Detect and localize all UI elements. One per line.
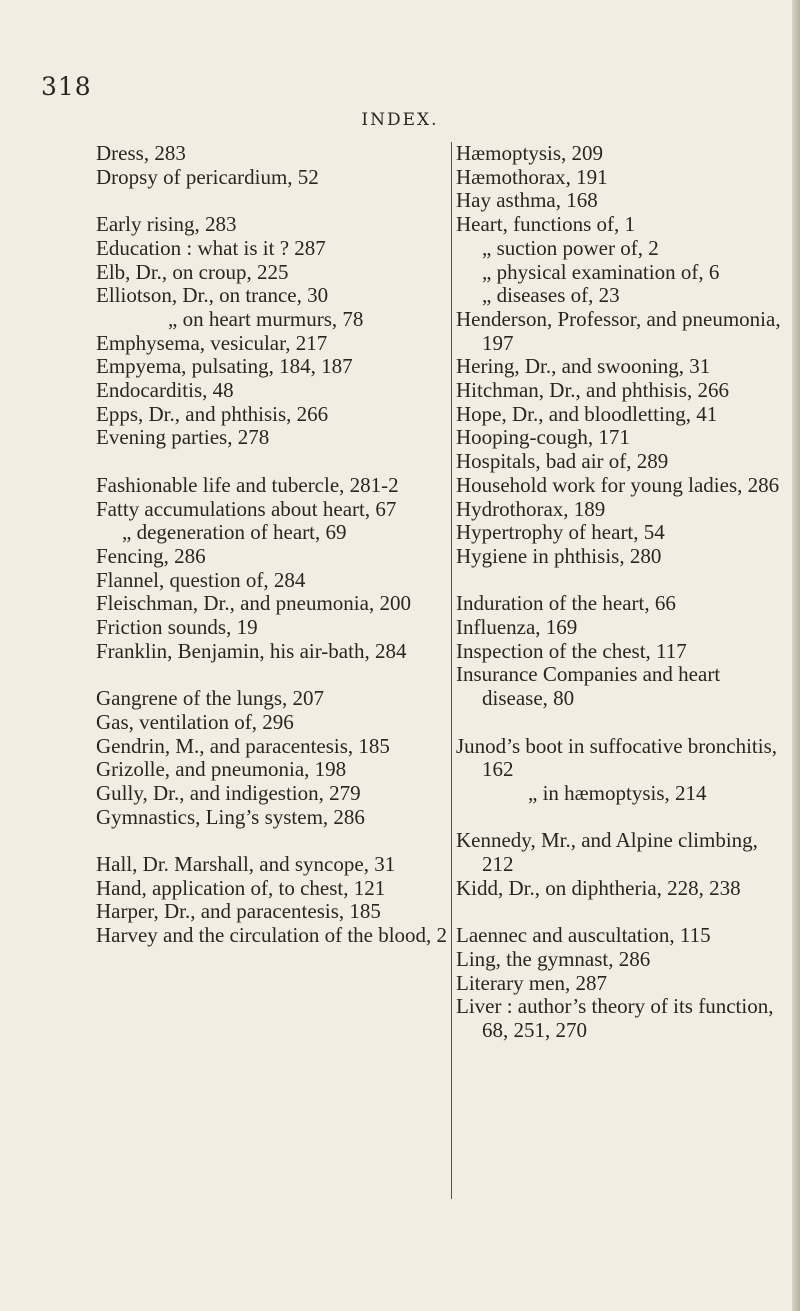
letter-group-gap (456, 569, 786, 593)
page-edge (792, 0, 800, 1311)
index-entry: Elb, Dr., on croup, 225 (96, 259, 289, 284)
index-entry: Hydrothorax, 189 (456, 496, 606, 521)
index-entry: Fleischman, Dr., and pneumonia, 200 (96, 591, 411, 616)
index-entry: Hering, Dr., and swooning, 31 (456, 354, 711, 379)
index-entry: Hypertrophy of heart, 54 (456, 520, 665, 545)
index-entry: Early rising, 283 (96, 212, 237, 237)
index-entry: Harper, Dr., and paracentesis, 185 (96, 899, 381, 924)
index-entry: Fencing, 286 (96, 543, 206, 568)
letter-group-gap (456, 711, 786, 735)
index-entry: Hospitals, bad air of, 289 (456, 449, 669, 474)
index-entry: Junod’s boot in suffocative bronchitis, 162 (456, 733, 777, 782)
index-entry: Gangrene of the lungs, 207 (96, 686, 325, 711)
index-entry: Ling, the gymnast, 286 (456, 946, 651, 971)
index-subentry: „ on heart murmurs, 78 (168, 306, 364, 331)
index-entry: Endocarditis, 48 (96, 378, 234, 403)
letter-group-gap (456, 900, 786, 924)
index-entry: Elliotson, Dr., on trance, 30 (96, 283, 329, 308)
index-entry: Epps, Dr., and phthisis, 266 (96, 401, 329, 426)
index-subentry: „ degeneration of heart, 69 (122, 520, 347, 545)
index-entry: Flannel, question of, 284 (96, 567, 306, 592)
index-entry: Gas, ventilation of, 296 (96, 709, 294, 734)
index-entry: Induration of the heart, 66 (456, 591, 676, 616)
index-entry: Hand, application of, to chest, 121 (96, 875, 386, 900)
index-entry: Hitchman, Dr., and phthisis, 266 (456, 378, 729, 403)
index-entry: Dropsy of pericardium, 52 (96, 164, 319, 189)
index-entry: Literary men, 287 (456, 970, 608, 995)
index-entry: Evening parties, 278 (96, 425, 270, 450)
index-entry: Hæmoptysis, 209 (456, 141, 604, 165)
index-entry: Laennec and auscultation, 115 (456, 923, 711, 948)
index-entry: Fatty accumulations about heart, 67 (96, 496, 397, 521)
index-entry: Education : what is it ? 287 (96, 235, 326, 260)
running-head: INDEX. (361, 110, 439, 130)
index-entry: Friction sounds, 19 (96, 615, 258, 640)
index-entry: Hall, Dr. Marshall, and syncope, 31 (96, 852, 396, 877)
letter-group-gap (96, 829, 448, 853)
index-entry: Gendrin, M., and paracentesis, 185 (96, 733, 390, 758)
index-entry: Grizolle, and pneumonia, 198 (96, 757, 347, 782)
index-entry: Hæmothorax, 191 (456, 164, 608, 189)
index-entry: Empyema, pulsating, 184, 187 (96, 354, 353, 379)
index-entry: Heart, functions of, 1 (456, 212, 636, 237)
index-entry: Liver : author’s theory of its function, 68, 251, 270 (456, 994, 774, 1042)
index-entry: Inspection of the chest, 117 (456, 638, 687, 663)
column-divider (451, 142, 452, 1199)
index-entry: Hope, Dr., and bloodletting, 41 (456, 401, 718, 426)
index-entry: Emphysema, vesicular, 217 (96, 330, 328, 355)
index-entry: Kennedy, Mr., and Alpine climbing, 212 (456, 828, 758, 877)
index-subentry: „ suction power of, 2 (482, 235, 659, 260)
index-entry: Fashionable life and tubercle, 281-2 (96, 472, 399, 497)
index-entry: Franklin, Benjamin, his air-bath, 284 (96, 638, 407, 663)
letter-group-gap (456, 806, 786, 830)
index-entry: Harvey and the circulation of the blood, 2 (96, 923, 448, 948)
index-entry: Household work for young ladies, 286 (456, 472, 780, 497)
index-subentry: „ physical examination of, 6 (482, 259, 720, 284)
letter-group-gap (96, 450, 448, 474)
letter-group-gap (96, 189, 448, 213)
index-subentry: „ in hæmoptysis, 214 (528, 780, 707, 805)
index-entry: Kidd, Dr., on diphtheria, 228, 238 (456, 875, 741, 900)
index-entry: Influenza, 169 (456, 615, 578, 640)
page-number: 318 (41, 72, 92, 101)
index-subentry: „ diseases of, 23 (482, 283, 620, 308)
index-entry: Dress, 283 (96, 141, 186, 165)
index-entry: Henderson, Professor, and pneumonia, 197 (456, 306, 781, 355)
index-entry: Gully, Dr., and indigestion, 279 (96, 780, 361, 805)
index-column-left (96, 142, 448, 948)
index-column-right (456, 142, 786, 1043)
index-entry: Hay asthma, 168 (456, 188, 598, 213)
letter-group-gap (96, 663, 448, 687)
index-entry: Gymnastics, Ling’s system, 286 (96, 804, 365, 829)
index-entry: Insurance Companies and heart disease, 80 (456, 662, 721, 711)
index-entry: Hygiene in phthisis, 280 (456, 543, 662, 568)
index-entry: Hooping-cough, 171 (456, 425, 630, 450)
